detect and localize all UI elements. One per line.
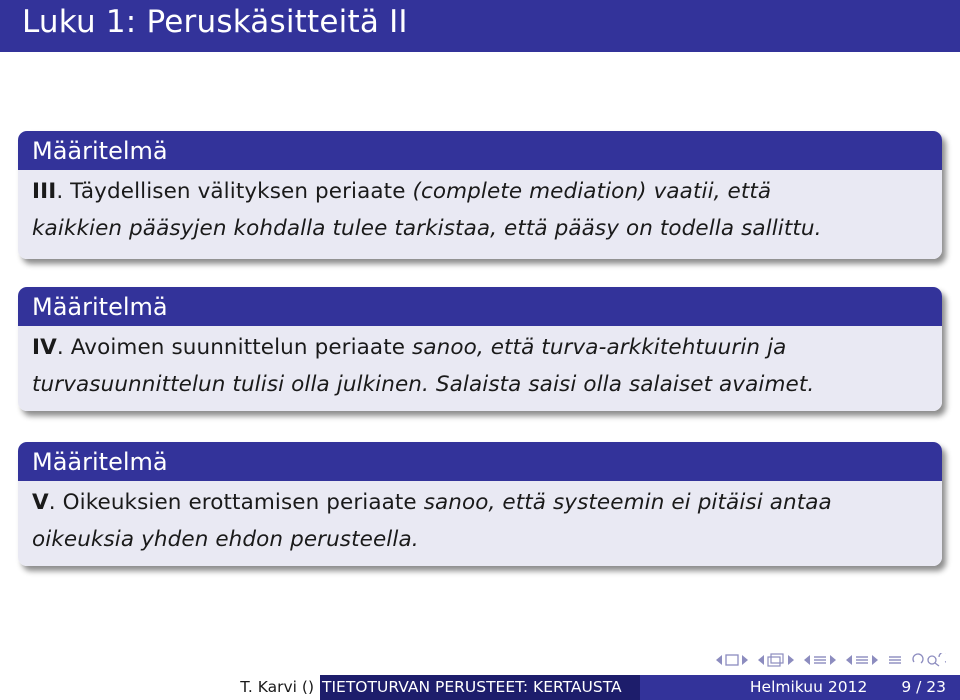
definition-block-iv	[18, 287, 942, 411]
block-heading: Määritelmä	[32, 293, 168, 321]
nav-right-icon[interactable]	[872, 655, 878, 665]
nav-subsection-group[interactable]	[846, 654, 878, 666]
block-body	[18, 326, 942, 411]
nav-section-group[interactable]	[804, 654, 836, 666]
nav-frame-group[interactable]	[758, 653, 794, 667]
nav-right-icon[interactable]	[742, 655, 748, 665]
align-icon[interactable]	[888, 654, 902, 666]
nav-right-icon[interactable]	[788, 655, 794, 665]
footer-page-number: 9 / 23	[901, 678, 946, 696]
nav-slide-group[interactable]	[716, 654, 748, 666]
subsection-icon[interactable]	[855, 654, 869, 666]
roman-numeral: V	[32, 490, 49, 515]
slide-icon[interactable]	[725, 654, 739, 666]
footer-info	[640, 675, 960, 700]
roman-numeral: III	[32, 179, 57, 204]
definition-italic-text: sanoo, että turva-arkkitehtuurin ja	[412, 335, 787, 360]
nav-left-icon[interactable]	[846, 655, 852, 665]
nav-left-icon[interactable]	[758, 655, 764, 665]
slide-title-bar	[0, 0, 960, 52]
beamer-navigation-bar	[716, 651, 946, 669]
block-line-1	[32, 484, 928, 521]
block-header	[18, 442, 942, 481]
roman-numeral: IV	[32, 335, 57, 360]
definition-italic-text: (complete mediation) vaatii, että	[412, 179, 772, 204]
definition-italic-text: sanoo, että systeemin ei pitäisi antaa	[423, 490, 832, 515]
block-line-2: kaikkien pääsyjen kohdalla tulee tarkistaa, että pääsy on todella sallittu.	[32, 216, 822, 241]
slide-footer	[0, 675, 960, 700]
footer-author: T. Karvi ()	[0, 675, 320, 700]
definition-text: . Oikeuksien erottamisen periaate	[48, 490, 424, 515]
block-line-1	[32, 173, 928, 210]
frame-icon[interactable]	[767, 653, 785, 667]
block-heading: Määritelmä	[32, 448, 168, 476]
block-body	[18, 481, 942, 566]
search-icon[interactable]	[912, 653, 946, 667]
block-line-2: oikeuksia yhden ehdon perusteella.	[32, 527, 419, 552]
nav-left-icon[interactable]	[804, 655, 810, 665]
definition-block-iii	[18, 131, 942, 259]
definition-text: . Täydellisen välityksen periaate	[56, 179, 413, 204]
section-icon[interactable]	[813, 654, 827, 666]
definition-text: . Avoimen suunnittelun periaate	[56, 335, 413, 360]
definition-block-v	[18, 442, 942, 566]
footer-title: TIETOTURVAN PERUSTEET: KERTAUSTA	[320, 675, 640, 700]
block-heading: Määritelmä	[32, 137, 168, 165]
block-line-2: turvasuunnittelun tulisi olla julkinen. Salaista saisi olla salaiset avaimet.	[32, 372, 815, 397]
footer-date: Helmikuu 2012	[749, 678, 868, 696]
block-header	[18, 131, 942, 170]
slide-title: Luku 1: Peruskäsitteitä II	[22, 4, 408, 40]
block-header	[18, 287, 942, 326]
nav-left-icon[interactable]	[716, 655, 722, 665]
block-line-1	[32, 329, 928, 366]
block-body	[18, 170, 942, 259]
nav-right-icon[interactable]	[830, 655, 836, 665]
